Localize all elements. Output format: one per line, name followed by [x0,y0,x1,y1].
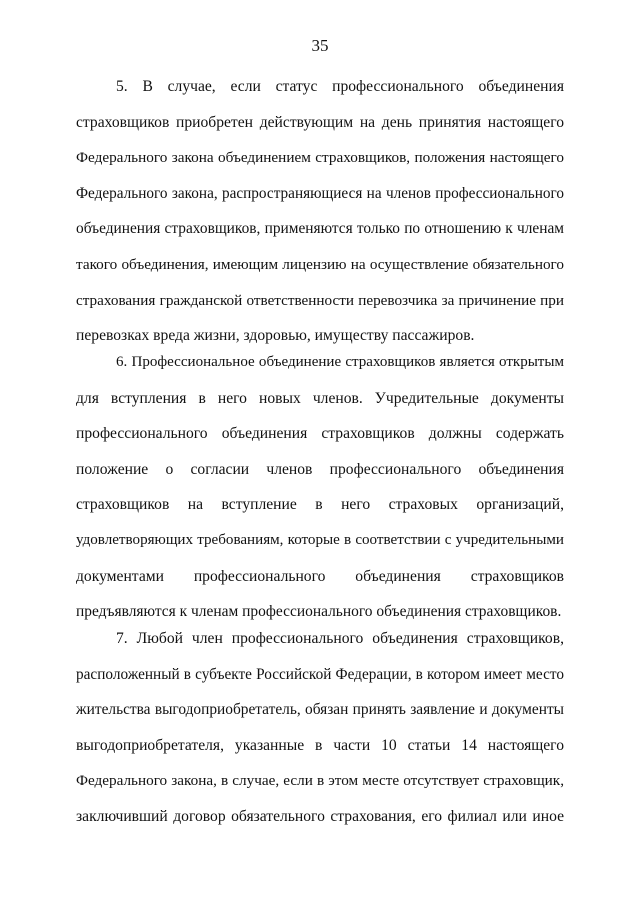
text-line: 7. Любой член профессионального объединения страховщиков, [116,630,564,647]
text-line: Федерального закона, в случае, если в этом месте отсутствует страховщик, [76,772,564,790]
text-line: 5. В случае, если статус профессионального объединения [116,78,564,95]
text-line: страховщиков на вступление в него страховых организаций, [76,496,564,514]
text-line: расположенный в субъекте Российской Федерации, в котором имеет место [76,665,564,683]
paragraph-6 [76,345,564,630]
text-line: документами профессионального объединения страховщиков [76,567,564,585]
text-line: страхования гражданской ответственности перевозчика за причинение при [76,291,564,309]
paragraph-7 [76,621,564,835]
text-line: для вступления в него новых членов. Учредительные документы [76,389,564,407]
text-line: выгодоприобретателя, указанные в части 10 статьи 14 настоящего [76,736,564,754]
text-line: заключивший договор обязательного страхования, его филиал или иное [76,807,564,825]
text-line: удовлетворяющих требованиям, которые в соответствии с учредительными [76,531,564,548]
text-line: Федерального закона, распространяющиеся на членов профессионального [76,184,564,202]
paragraph-5 [76,69,564,354]
page-number: 35 [311,36,329,55]
text-line: 6. Профессиональное объединение страховщиков является открытым [116,354,564,370]
text-line: жительства выгодоприобретатель, обязан принять заявление и документы [76,701,564,719]
text-line: объединения страховщиков, применяются только по отношению к членам [76,220,564,238]
text-line: такого объединения, имеющим лицензию на осуществление обязательного [76,255,564,273]
text-line: перевозках вреда жизни, здоровью, имуществу пассажиров. [76,327,475,345]
text-line: профессионального объединения страховщиков должны содержать [76,425,564,443]
text-line: положение о согласии членов профессионального объединения [76,460,564,478]
text-line: страховщиков приобретен действующим на день принятия настоящего [76,113,564,131]
text-line: Федерального закона объединением страховщиков, положения настоящего [76,149,564,167]
text-line: предъявляются к членам профессионального объединения страховщиков. [76,603,562,621]
